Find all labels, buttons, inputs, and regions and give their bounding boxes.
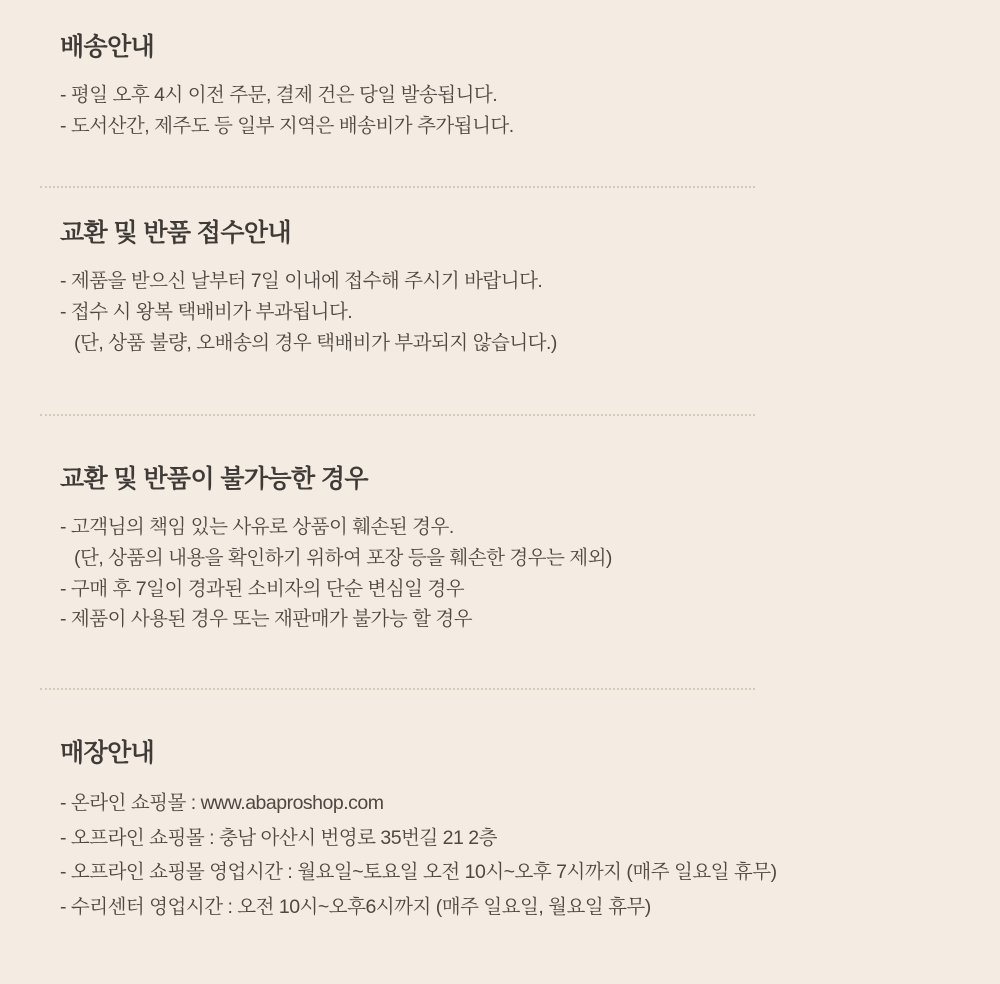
list-item: - 온라인 쇼핑몰 : www.abaproshop.com [60,792,384,814]
list-item-note: (단, 상품의 내용을 확인하기 위하여 포장 등을 훼손한 경우는 제외) [74,546,612,569]
list-item: - 접수 시 왕복 택배비가 부과됩니다. [60,300,353,323]
section-title-store-info: 매장안내 [60,739,155,767]
list-item: - 오프라인 쇼핑몰 영업시간 : 월요일~토요일 오전 10시~오후 7시까지 (매주 일요일 휴무) [60,861,777,884]
list-item: - 오프라인 쇼핑몰 : 충남 아산시 번영로 35번길 21 2층 [60,826,497,849]
section-title-exchange-return-request: 교환 및 반품 접수안내 [60,219,291,247]
list-item: - 도서산간, 제주도 등 일부 지역은 배송비가 추가됩니다. [60,114,514,137]
divider [40,414,755,416]
list-item: - 고객님의 책임 있는 사유로 상품이 훼손된 경우. [60,516,454,538]
section-lines-exchange-return-impossible [60,512,612,635]
section-shipping [60,32,514,142]
divider [40,688,755,690]
list-item: - 평일 오후 4시 이전 주문, 결제 건은 당일 발송됩니다. [60,84,498,106]
list-item: - 제품을 받으신 날부터 7일 이내에 접수해 주시기 바랍니다. [60,270,543,292]
list-item-note: (단, 상품 불량, 오배송의 경우 택배비가 부과되지 않습니다.) [74,331,557,354]
divider [40,186,755,188]
section-store-info [60,738,777,925]
section-exchange-return-impossible [60,464,612,635]
section-title-exchange-return-impossible: 교환 및 반품이 불가능한 경우 [60,465,368,493]
section-lines-store-info [60,786,777,925]
list-item: - 제품이 사용된 경우 또는 재판매가 불가능 할 경우 [60,608,473,631]
list-item: - 수리센터 영업시간 : 오전 10시~오후6시까지 (매주 일요일, 월요일 휴무) [60,896,651,919]
section-exchange-return-request [60,218,557,358]
section-title-shipping: 배송안내 [60,33,155,61]
section-lines-exchange-return-request [60,266,557,358]
list-item: - 구매 후 7일이 경과된 소비자의 단순 변심일 경우 [60,577,465,600]
section-lines-shipping [60,80,514,142]
